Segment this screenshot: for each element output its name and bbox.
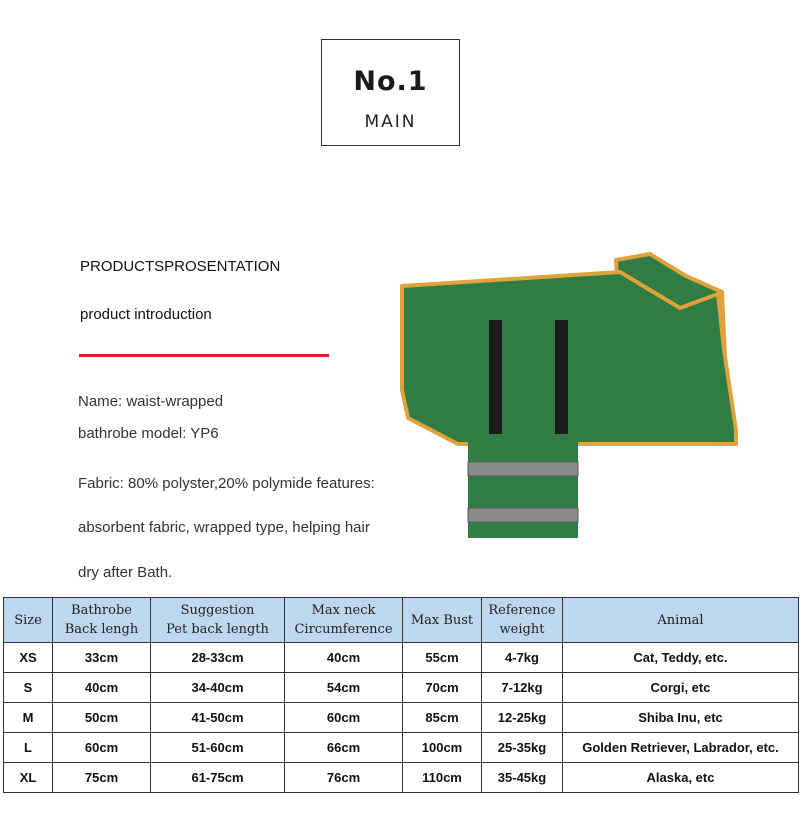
main-badge xyxy=(321,39,460,146)
robe-strap xyxy=(555,320,568,434)
col-header-bust: Max Bust xyxy=(403,598,482,643)
cell-pet-back-length: 34-40cm xyxy=(151,673,285,703)
badge-label: MAIN xyxy=(364,112,417,132)
product-name: Name: waist-wrapped xyxy=(78,393,224,410)
cell-size: XL xyxy=(4,763,53,793)
cell-weight: 35-45kg xyxy=(482,763,563,793)
cell-animal: Corgi, etc xyxy=(563,673,799,703)
cell-neck: 40cm xyxy=(285,643,403,673)
col-header-animal: Animal xyxy=(563,598,799,643)
table-row xyxy=(4,763,799,793)
section-heading: PRODUCTSPROSENTATION xyxy=(80,258,281,275)
cell-size: M xyxy=(4,703,53,733)
col-header-weight: Reference weight xyxy=(482,598,563,643)
cell-neck: 66cm xyxy=(285,733,403,763)
table-row xyxy=(4,673,799,703)
cell-weight: 7-12kg xyxy=(482,673,563,703)
cell-bust: 55cm xyxy=(403,643,482,673)
cell-bust: 110cm xyxy=(403,763,482,793)
cell-pet-back-length: 51-60cm xyxy=(151,733,285,763)
cell-pet-back-length: 28-33cm xyxy=(151,643,285,673)
cell-bathrobe-length: 40cm xyxy=(53,673,151,703)
table-row xyxy=(4,733,799,763)
cell-neck: 60cm xyxy=(285,703,403,733)
cell-neck: 76cm xyxy=(285,763,403,793)
cell-neck: 54cm xyxy=(285,673,403,703)
section-subheading: product introduction xyxy=(80,306,212,323)
cell-bathrobe-length: 50cm xyxy=(53,703,151,733)
cell-size: XS xyxy=(4,643,53,673)
col-header-neck: Max neck Circumference xyxy=(285,598,403,643)
table-row xyxy=(4,703,799,733)
cell-bust: 85cm xyxy=(403,703,482,733)
cell-weight: 12-25kg xyxy=(482,703,563,733)
col-header-bathrobe-length: Bathrobe Back lengh xyxy=(53,598,151,643)
cell-animal: Alaska, etc xyxy=(563,763,799,793)
velcro-band xyxy=(468,508,578,522)
dog-bathrobe-image xyxy=(388,250,800,550)
col-header-pet-back-length: Suggestion Pet back length xyxy=(151,598,285,643)
size-table xyxy=(3,597,799,793)
cell-animal: Cat, Teddy, etc. xyxy=(563,643,799,673)
cell-animal: Golden Retriever, Labrador, etc. xyxy=(563,733,799,763)
cell-bathrobe-length: 33cm xyxy=(53,643,151,673)
col-header-size: Size xyxy=(4,598,53,643)
product-fabric: Fabric: 80% polyster,20% polymide features: xyxy=(78,475,375,492)
cell-bathrobe-length: 75cm xyxy=(53,763,151,793)
cell-bust: 70cm xyxy=(403,673,482,703)
cell-pet-back-length: 41-50cm xyxy=(151,703,285,733)
table-row xyxy=(4,643,799,673)
cell-animal: Shiba Inu, etc xyxy=(563,703,799,733)
cell-weight: 4-7kg xyxy=(482,643,563,673)
product-model: bathrobe model: YP6 xyxy=(78,425,219,442)
product-features-cont: dry after Bath. xyxy=(78,564,173,581)
divider-line xyxy=(79,354,329,357)
velcro-band xyxy=(468,462,578,476)
cell-weight: 25-35kg xyxy=(482,733,563,763)
badge-number: No.1 xyxy=(353,66,428,97)
robe-strap xyxy=(489,320,502,434)
cell-size: L xyxy=(4,733,53,763)
cell-bathrobe-length: 60cm xyxy=(53,733,151,763)
cell-pet-back-length: 61-75cm xyxy=(151,763,285,793)
cell-bust: 100cm xyxy=(403,733,482,763)
cell-size: S xyxy=(4,673,53,703)
table-header-row xyxy=(4,598,799,643)
product-features: absorbent fabric, wrapped type, helping hair xyxy=(78,519,370,536)
